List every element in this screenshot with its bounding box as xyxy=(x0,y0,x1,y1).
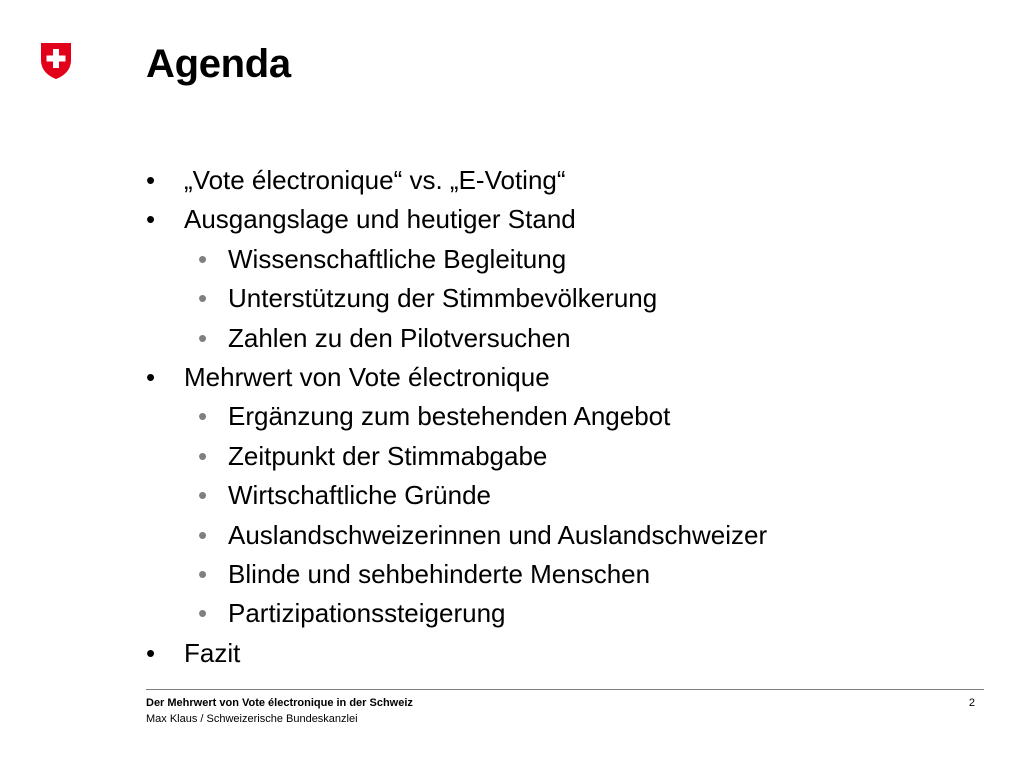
list-item-text: Partizipationssteigerung xyxy=(228,598,506,629)
list-item xyxy=(146,161,996,200)
list-item-text: Zahlen zu den Pilotversuchen xyxy=(228,322,571,353)
bullet-icon: • xyxy=(198,598,208,629)
list-item xyxy=(146,476,996,515)
bullet-icon: • xyxy=(198,283,208,314)
bullet-icon: • xyxy=(198,558,208,589)
list-item-text: Blinde und sehbehinderte Menschen xyxy=(228,558,651,589)
list-item-text: Ergänzung zum bestehenden Angebot xyxy=(228,401,671,432)
list-item-text: Wissenschaftliche Begleitung xyxy=(228,243,567,274)
list-item-text: Unterstützung der Stimmbevölkerung xyxy=(228,283,658,314)
footer-divider xyxy=(146,689,984,690)
cross-horizontal-bar xyxy=(47,56,66,62)
bullet-icon: • xyxy=(198,519,208,550)
list-item xyxy=(146,437,996,476)
list-item xyxy=(146,634,996,673)
list-item xyxy=(146,397,996,436)
page-title: Agenda xyxy=(146,42,291,86)
list-item-text: Fazit xyxy=(184,637,241,668)
list-item-text: Zeitpunkt der Stimmabgabe xyxy=(228,440,548,471)
list-item-text: Auslandschweizerinnen und Auslandschweizer xyxy=(228,519,768,550)
bullet-icon: • xyxy=(198,243,208,274)
list-item-text: Mehrwert von Vote électronique xyxy=(184,361,550,392)
bullet-icon: • xyxy=(146,204,156,235)
list-item xyxy=(146,594,996,633)
page-number: 2 xyxy=(968,697,975,709)
footer-author: Max Klaus / Schweizerische Bundeskanzlei xyxy=(146,713,358,725)
list-item xyxy=(146,358,996,397)
list-item xyxy=(146,516,996,555)
list-item-text: Ausgangslage und heutiger Stand xyxy=(184,204,576,235)
list-item xyxy=(146,319,996,358)
list-item-text: Wirtschaftliche Gründe xyxy=(228,480,491,511)
list-item xyxy=(146,555,996,594)
bullet-icon: • xyxy=(198,322,208,353)
swiss-cross-shield-icon xyxy=(40,42,72,80)
list-item xyxy=(146,279,996,318)
bullet-icon: • xyxy=(198,440,208,471)
list-item xyxy=(146,240,996,279)
bullet-icon: • xyxy=(198,480,208,511)
bullet-icon: • xyxy=(146,165,156,195)
list-item-text: „Vote électronique“ vs. „E-Voting“ xyxy=(184,165,566,195)
bullet-icon: • xyxy=(146,637,156,668)
bullet-icon: • xyxy=(146,361,156,392)
bullet-icon: • xyxy=(198,401,208,432)
agenda-list xyxy=(146,161,996,673)
footer-title: Der Mehrwert von Vote électronique in der Schweiz xyxy=(146,697,413,709)
list-item xyxy=(146,200,996,239)
